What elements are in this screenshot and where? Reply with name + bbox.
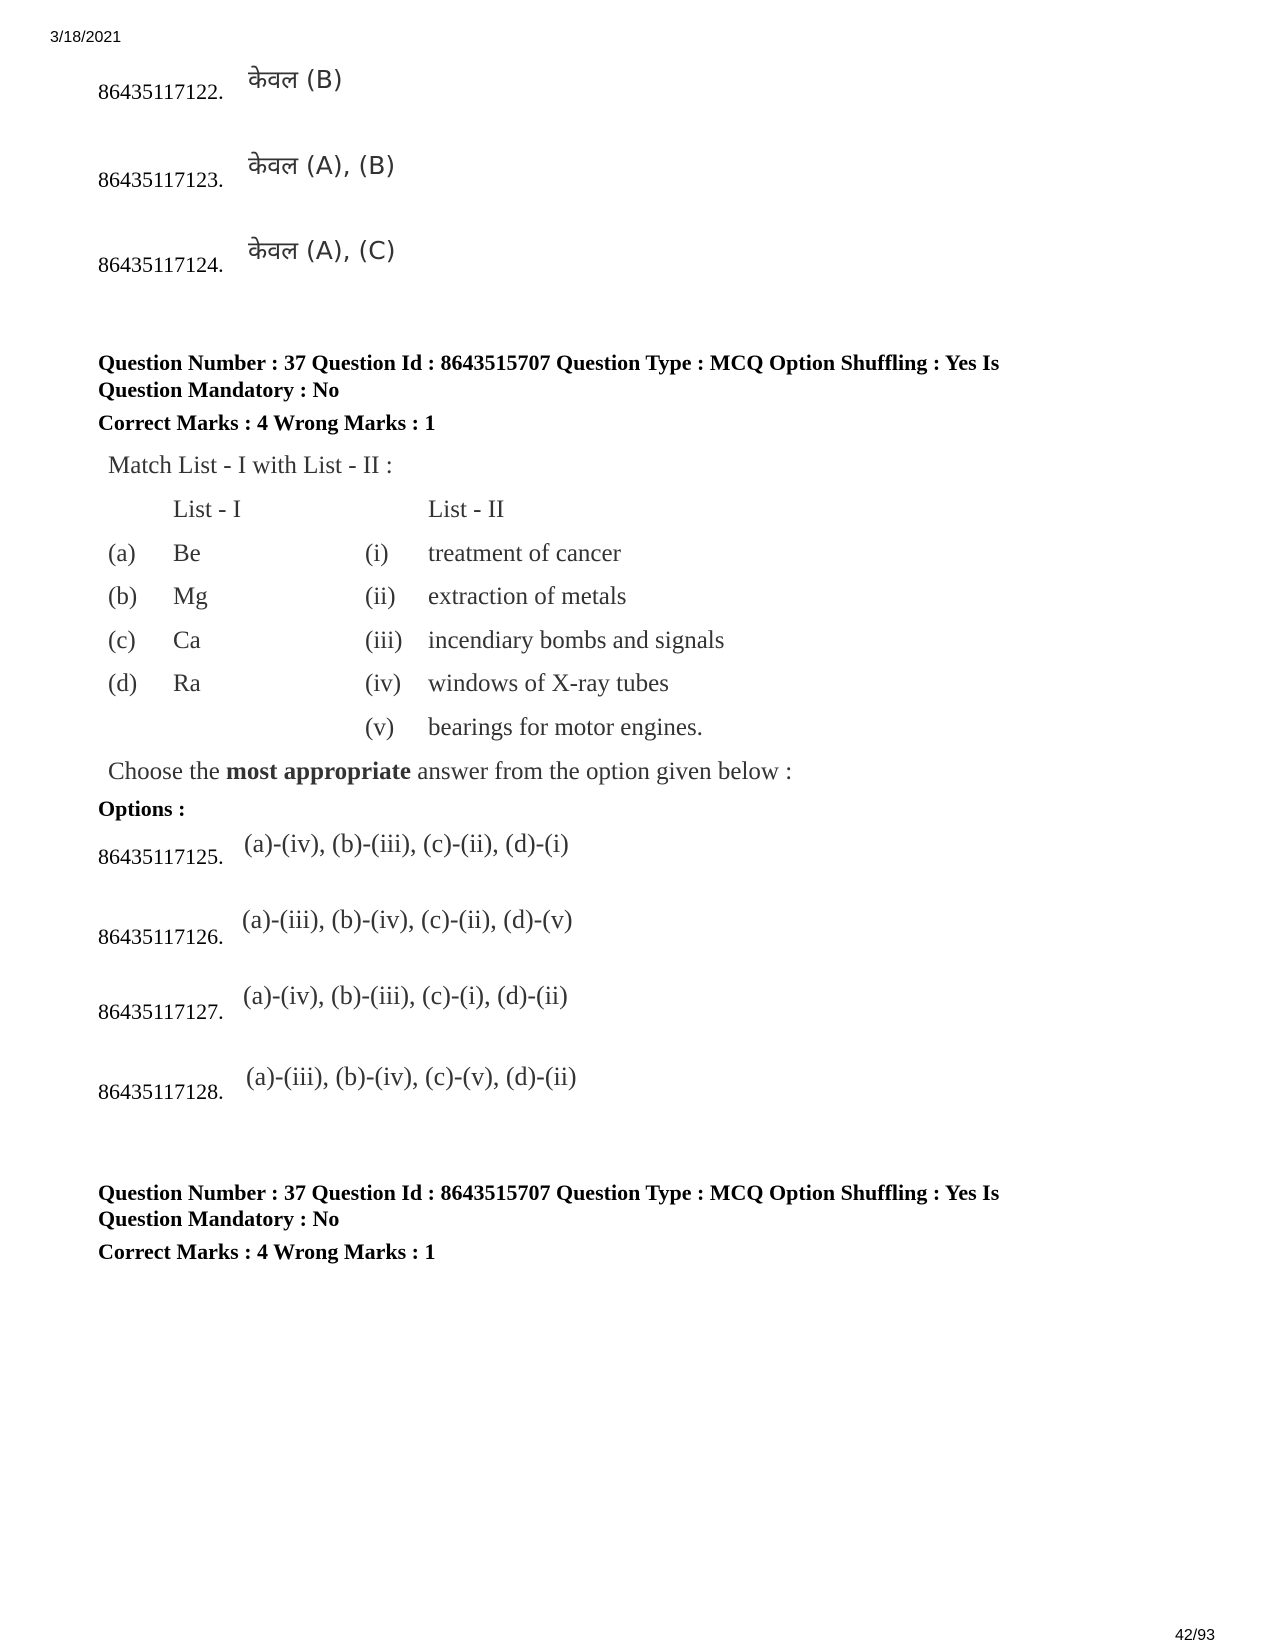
option-id: 86435117122. [98, 79, 224, 104]
question-instruction [108, 758, 792, 786]
list2-item: incendiary bombs and signals [428, 627, 725, 654]
option-id: 86435117125. [98, 844, 224, 869]
list2-heading: List - II [428, 496, 505, 523]
question-meta-line2: Question Mandatory : No [98, 1206, 340, 1231]
option-text: (a)-(iii), (b)-(iv), (c)-(ii), (d)-(v) [242, 905, 573, 934]
list2-label: (i) [365, 540, 389, 567]
option-id: 86435117126. [98, 924, 224, 949]
list2-item: extraction of metals [428, 583, 627, 610]
instruction-post: answer from the option given below : [411, 758, 793, 785]
options-label: Options : [98, 796, 186, 821]
instruction-pre: Choose the [108, 758, 227, 785]
option-id: 86435117123. [98, 167, 224, 192]
page-number: 42/93 [1175, 1627, 1216, 1644]
list1-item: Ca [173, 627, 201, 654]
list1-label: (a) [108, 540, 136, 567]
option-text: केवल (B) [248, 65, 343, 94]
option-id: 86435117124. [98, 252, 224, 277]
instruction-emphasis: most appropriate [226, 758, 411, 785]
list1-label: (d) [108, 670, 138, 697]
print-date: 3/18/2021 [50, 29, 122, 46]
option-text: (a)-(iv), (b)-(iii), (c)-(i), (d)-(ii) [243, 981, 568, 1010]
list1-item: Be [173, 540, 201, 567]
option-text: (a)-(iv), (b)-(iii), (c)-(ii), (d)-(i) [244, 829, 569, 858]
question-meta-line1: Question Number : 37 Question Id : 8643515707 Question Type : MCQ Option Shuffling : Yes Is [98, 1180, 1000, 1205]
option-text: (a)-(iii), (b)-(iv), (c)-(v), (d)-(ii) [246, 1062, 577, 1091]
list2-label: (v) [365, 714, 395, 741]
list1-label: (c) [108, 627, 136, 654]
list2-item: bearings for motor engines. [428, 714, 703, 741]
question-marks: Correct Marks : 4 Wrong Marks : 1 [98, 1239, 436, 1264]
list1-label: (b) [108, 583, 138, 610]
list2-label: (iv) [365, 670, 402, 697]
list1-item: Mg [173, 583, 208, 610]
question-meta-line2: Question Mandatory : No [98, 377, 340, 402]
option-id: 86435117128. [98, 1079, 224, 1104]
option-text: केवल (A), (B) [248, 151, 396, 180]
question-meta-line1: Question Number : 37 Question Id : 8643515707 Question Type : MCQ Option Shuffling : Yes Is [98, 350, 1000, 375]
question-stem: Match List - I with List - II : [108, 452, 393, 479]
option-id: 86435117127. [98, 999, 224, 1024]
list2-label: (iii) [365, 627, 403, 654]
list1-item: Ra [173, 670, 201, 697]
option-text: केवल (A), (C) [248, 236, 396, 265]
question-marks: Correct Marks : 4 Wrong Marks : 1 [98, 410, 436, 435]
list2-item: windows of X-ray tubes [428, 670, 669, 697]
list2-item: treatment of cancer [428, 540, 621, 567]
list1-heading: List - I [173, 496, 242, 523]
list2-label: (ii) [365, 583, 396, 610]
